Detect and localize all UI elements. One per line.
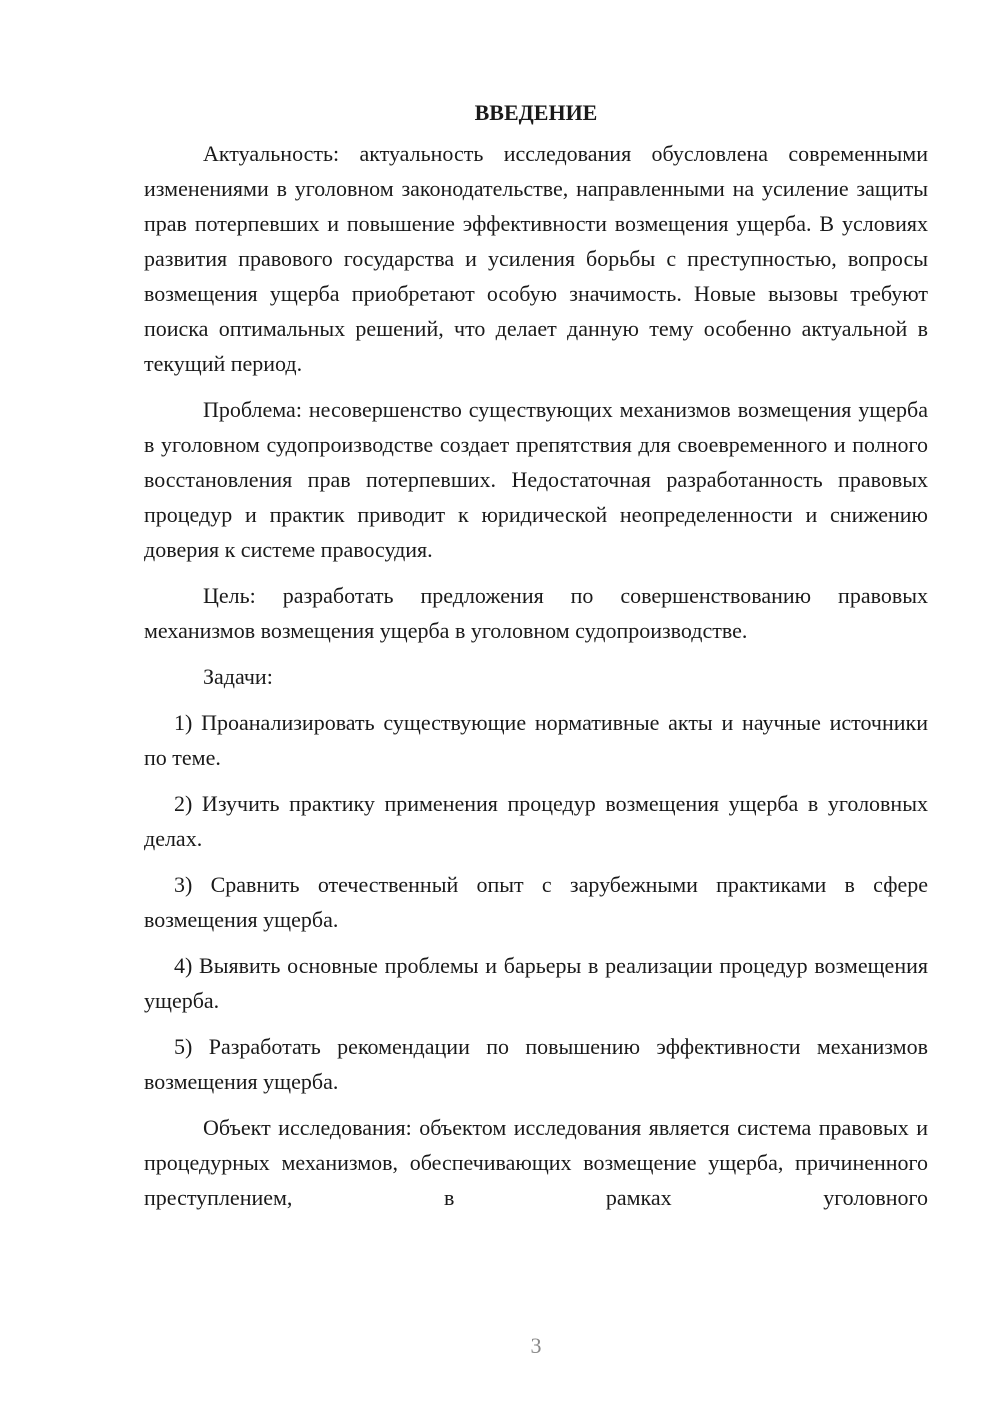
page-title: ВВЕДЕНИЕ	[474, 100, 598, 125]
page-number: 3	[530, 1333, 542, 1358]
task-item: 1) Проанализировать существующие нормативные акты и научные источники по теме.	[144, 710, 928, 770]
goal-paragraph: Цель: разработать предложения по совершенствованию правовых механизмов возмещения ущерба в уголовном судопроизводстве.	[144, 583, 928, 643]
task-item: 4) Выявить основные проблемы и барьеры в реализации процедур возмещения ущерба.	[144, 953, 928, 1013]
page-content	[144, 95, 928, 1215]
task-item: 2) Изучить практику применения процедур возмещения ущерба в уголовных делах.	[144, 791, 928, 851]
task-item: 5) Разработать рекомендации по повышению эффективности механизмов возмещения ущерба.	[144, 1034, 928, 1094]
task-item: 3) Сравнить отечественный опыт с зарубежными практиками в сфере возмещения ущерба.	[144, 872, 928, 932]
problem-paragraph: Проблема: несовершенство существующих механизмов возмещения ущерба в уголовном судопроизводстве создает препятствия для своевременного и полного восстановления прав потерпевших. Недостаточная разработанность правовых процедур и практик приводит к юридической неопределенности и снижению доверия к системе правосудия.	[144, 397, 928, 562]
relevance-paragraph: Актуальность: актуальность исследования обусловлена современными изменениями в уголовном законодательстве, направленными на усиление защиты прав потерпевших и повышение эффективности возмещения ущерба. В условиях развития правового государства и усиления борьбы с преступностью, вопросы возмещения ущерба приобретают особую значимость. Новые вызовы требуют поиска оптимальных решений, что делает данную тему особенно актуальной в текущий период.	[144, 141, 928, 376]
tasks-heading: Задачи:	[203, 664, 273, 689]
object-paragraph: Объект исследования: объектом исследования является система правовых и процедурных механизмов, обеспечивающих возмещение ущерба, причиненного преступлением, в рамках уголовного	[144, 1115, 928, 1210]
